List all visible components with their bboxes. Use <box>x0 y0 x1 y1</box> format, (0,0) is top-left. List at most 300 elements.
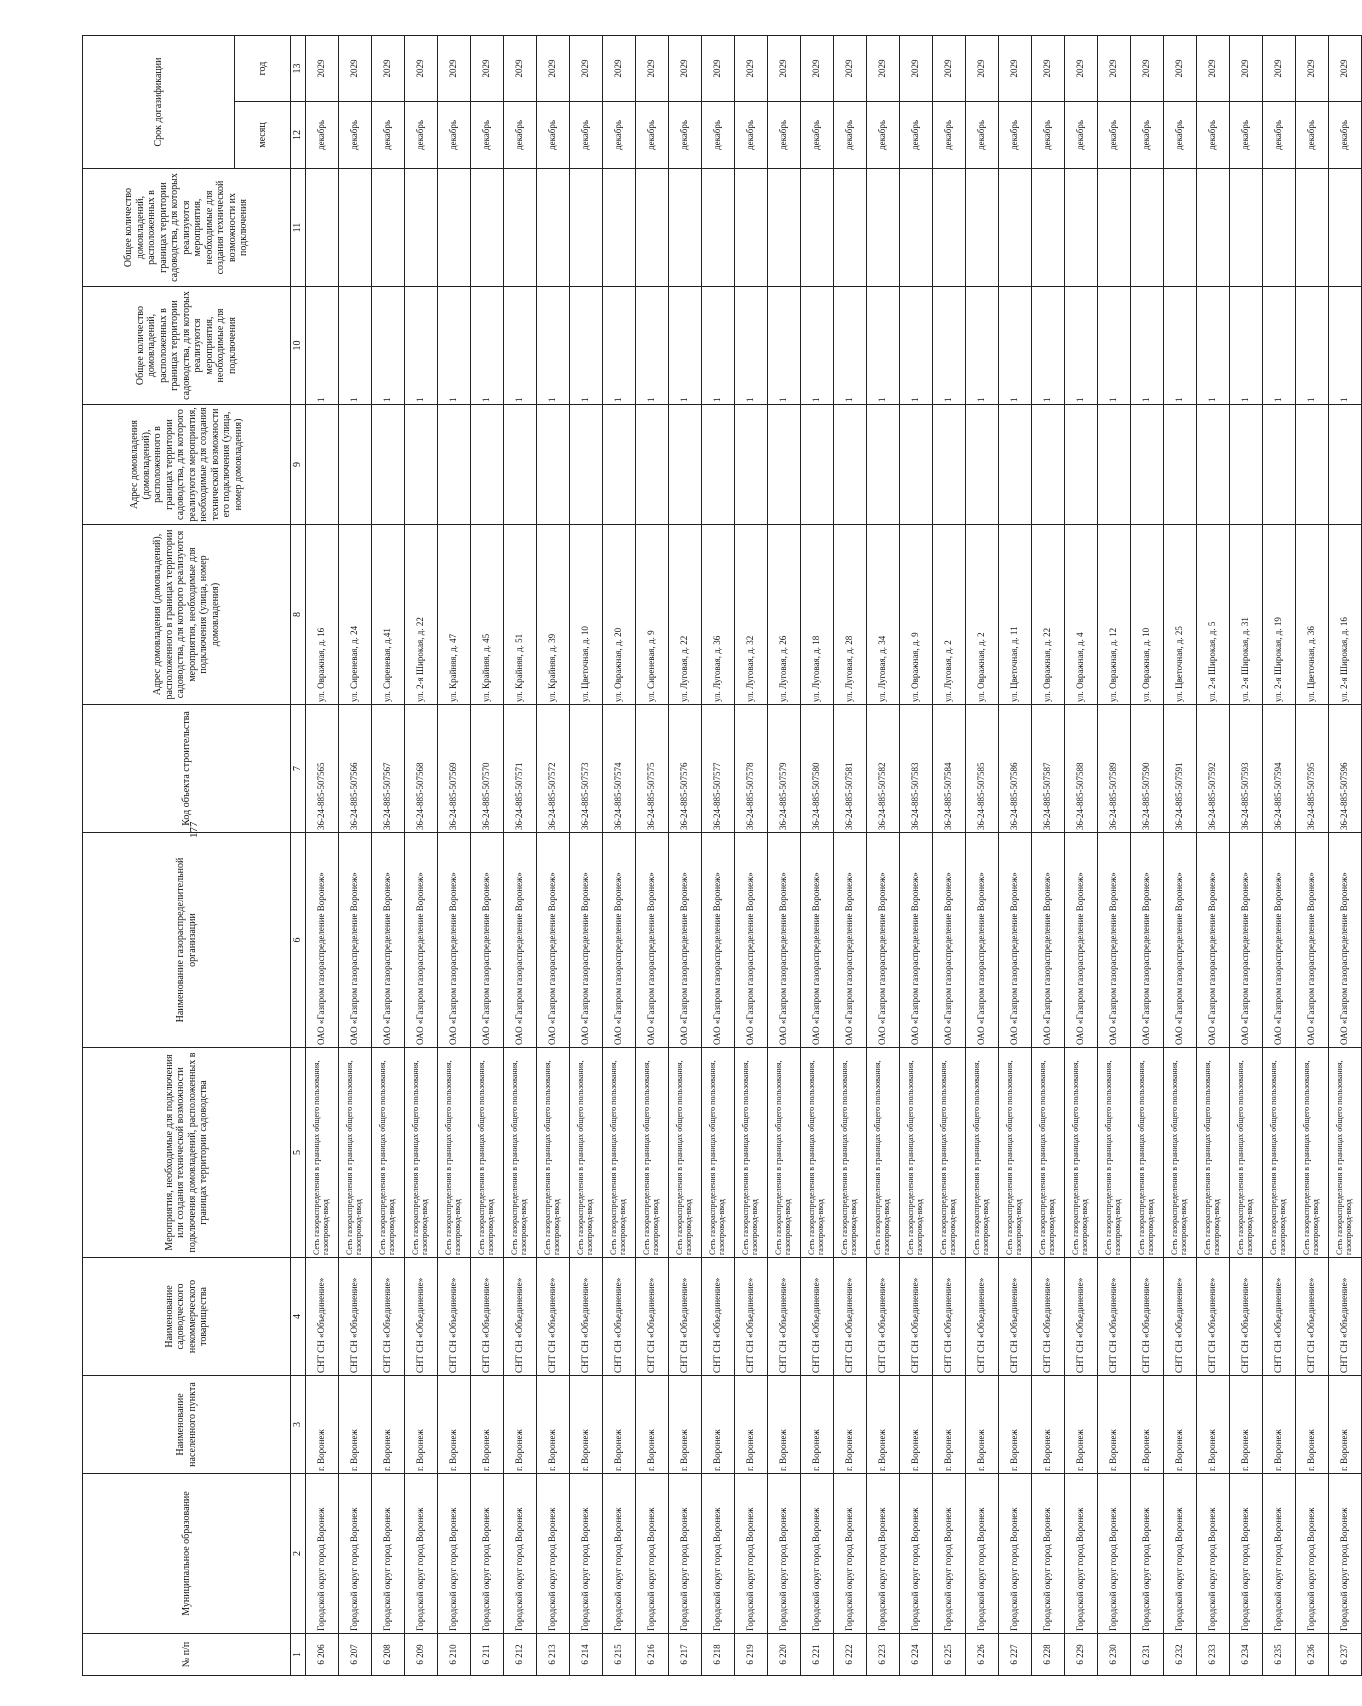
cell-measure: Сеть газораспределения в границах общего пользования, газопровод-ввод <box>735 1048 768 1258</box>
cell-object-code: 36-24-885-507581 <box>834 705 867 833</box>
cell-number: 6 227 <box>999 1634 1032 1676</box>
cell-gas-org: ОАО «Газпром газораспределение Воронеж» <box>504 833 537 1048</box>
cell-measure: Сеть газораспределения в границах общего пользования, газопровод-ввод <box>1329 1048 1362 1258</box>
cell-measure: Сеть газораспределения в границах общего пользования, газопровод-ввод <box>471 1048 504 1258</box>
cell-object-code: 36-24-885-507589 <box>1098 705 1131 833</box>
cell-number: 6 224 <box>900 1634 933 1676</box>
cell-year: 2029 <box>801 36 834 102</box>
cell-number: 6 228 <box>1032 1634 1065 1676</box>
cell-month: декабрь <box>405 102 438 169</box>
cell-snt: СНТ СН «Объединение» <box>801 1258 834 1376</box>
cell-object-code: 36-24-885-507577 <box>702 705 735 833</box>
cell-count-connection: 1 <box>405 287 438 405</box>
cell-object-code: 36-24-885-507574 <box>603 705 636 833</box>
cell-address: ул. Овражная, д. 12 <box>1098 525 1131 705</box>
cell-address-capability <box>1032 405 1065 525</box>
cell-object-code: 36-24-885-507586 <box>999 705 1032 833</box>
cell-municipality: Городской округ город Воронеж <box>702 1474 735 1634</box>
cell-municipality: Городской округ город Воронеж <box>669 1474 702 1634</box>
cell-count-capability <box>834 169 867 287</box>
cell-address-capability <box>768 405 801 525</box>
cell-gas-org: ОАО «Газпром газораспределение Воронеж» <box>669 833 702 1048</box>
cell-snt: СНТ СН «Объединение» <box>702 1258 735 1376</box>
cell-address-capability <box>867 405 900 525</box>
table-row <box>1296 36 1329 1676</box>
cell-count-capability <box>1230 169 1263 287</box>
cell-municipality: Городской округ город Воронеж <box>537 1474 570 1634</box>
cell-count-capability <box>1263 169 1296 287</box>
gasification-table <box>82 35 1362 1676</box>
cell-number: 6 215 <box>603 1634 636 1676</box>
header-address-capability: Адрес домовладения (домовладений), расположенного в границах территории садоводства, для которого реализуются мероприятия, необходимые для создания технической возможности его подключения (улица, номер домовладения) <box>83 405 291 525</box>
cell-measure: Сеть газораспределения в границах общего пользования, газопровод-ввод <box>1098 1048 1131 1258</box>
cell-address: ул. Цветочная, д. 10 <box>570 525 603 705</box>
cell-number: 6 230 <box>1098 1634 1131 1676</box>
column-index: 8 <box>291 525 306 705</box>
cell-address: ул. Овражная, д. 9 <box>900 525 933 705</box>
cell-count-capability <box>1065 169 1098 287</box>
cell-gas-org: ОАО «Газпром газораспределение Воронеж» <box>768 833 801 1048</box>
cell-count-capability <box>1197 169 1230 287</box>
cell-object-code: 36-24-885-507596 <box>1329 705 1362 833</box>
cell-gas-org: ОАО «Газпром газораспределение Воронеж» <box>834 833 867 1048</box>
table-row <box>735 36 768 1676</box>
cell-measure: Сеть газораспределения в границах общего пользования, газопровод-ввод <box>669 1048 702 1258</box>
cell-measure: Сеть газораспределения в границах общего пользования, газопровод-ввод <box>570 1048 603 1258</box>
cell-snt: СНТ СН «Объединение» <box>306 1258 339 1376</box>
cell-measure: Сеть газораспределения в границах общего пользования, газопровод-ввод <box>1197 1048 1230 1258</box>
cell-month: декабрь <box>1164 102 1197 169</box>
cell-gas-org: ОАО «Газпром газораспределение Воронеж» <box>1032 833 1065 1048</box>
cell-number: 6 225 <box>933 1634 966 1676</box>
cell-year: 2029 <box>735 36 768 102</box>
cell-address: ул. Цветочная, д. 11 <box>999 525 1032 705</box>
table-row <box>306 36 339 1676</box>
cell-year: 2029 <box>471 36 504 102</box>
cell-snt: СНТ СН «Объединение» <box>900 1258 933 1376</box>
cell-count-connection: 1 <box>900 287 933 405</box>
cell-month: декабрь <box>537 102 570 169</box>
cell-number: 6 233 <box>1197 1634 1230 1676</box>
cell-count-connection: 1 <box>1032 287 1065 405</box>
cell-snt: СНТ СН «Объединение» <box>1131 1258 1164 1376</box>
cell-measure: Сеть газораспределения в границах общего пользования, газопровод-ввод <box>933 1048 966 1258</box>
cell-object-code: 36-24-885-507582 <box>867 705 900 833</box>
cell-count-connection: 1 <box>537 287 570 405</box>
cell-municipality: Городской округ город Воронеж <box>1131 1474 1164 1634</box>
cell-settlement: г. Воронеж <box>405 1376 438 1474</box>
cell-address-capability <box>669 405 702 525</box>
cell-object-code: 36-24-885-507591 <box>1164 705 1197 833</box>
cell-municipality: Городской округ город Воронеж <box>471 1474 504 1634</box>
cell-address-capability <box>801 405 834 525</box>
header-year: год <box>235 36 291 102</box>
cell-number: 6 206 <box>306 1634 339 1676</box>
cell-municipality: Городской округ город Воронеж <box>504 1474 537 1634</box>
table-row <box>768 36 801 1676</box>
cell-month: декабрь <box>735 102 768 169</box>
cell-address-capability <box>1131 405 1164 525</box>
cell-number: 6 234 <box>1230 1634 1263 1676</box>
cell-month: декабрь <box>867 102 900 169</box>
cell-settlement: г. Воронеж <box>1131 1376 1164 1474</box>
cell-object-code: 36-24-885-507594 <box>1263 705 1296 833</box>
header-num: № п/п <box>83 1634 291 1676</box>
header-object-code: Код объекта строительства <box>83 705 291 833</box>
cell-month: декабрь <box>1230 102 1263 169</box>
cell-measure: Сеть газораспределения в границах общего пользования, газопровод-ввод <box>1296 1048 1329 1258</box>
header-count-capability: Общее количество домовладений, расположенных в границах территории садоводства, для которых реализуются мероприятия, необходимые для создания технической возможности их подключения <box>83 169 291 287</box>
cell-number: 6 231 <box>1131 1634 1164 1676</box>
cell-address-capability <box>735 405 768 525</box>
cell-address: ул. Крайняя, д. 45 <box>471 525 504 705</box>
column-index: 1 <box>291 1634 306 1676</box>
cell-year: 2029 <box>570 36 603 102</box>
cell-settlement: г. Воронеж <box>1329 1376 1362 1474</box>
cell-settlement: г. Воронеж <box>1263 1376 1296 1474</box>
cell-gas-org: ОАО «Газпром газораспределение Воронеж» <box>1098 833 1131 1048</box>
cell-gas-org: ОАО «Газпром газораспределение Воронеж» <box>1230 833 1263 1048</box>
cell-snt: СНТ СН «Объединение» <box>1230 1258 1263 1376</box>
cell-municipality: Городской округ город Воронеж <box>999 1474 1032 1634</box>
column-index: 6 <box>291 833 306 1048</box>
cell-address: ул. Крайняя, д. 39 <box>537 525 570 705</box>
cell-address-capability <box>471 405 504 525</box>
cell-address: ул. 2-я Широкая, д. 5 <box>1197 525 1230 705</box>
cell-snt: СНТ СН «Объединение» <box>1098 1258 1131 1376</box>
cell-number: 6 229 <box>1065 1634 1098 1676</box>
cell-number: 6 222 <box>834 1634 867 1676</box>
cell-number: 6 216 <box>636 1634 669 1676</box>
cell-gas-org: ОАО «Газпром газораспределение Воронеж» <box>438 833 471 1048</box>
cell-year: 2029 <box>1164 36 1197 102</box>
cell-municipality: Городской округ город Воронеж <box>1164 1474 1197 1634</box>
cell-measure: Сеть газораспределения в границах общего пользования, газопровод-ввод <box>867 1048 900 1258</box>
cell-snt: СНТ СН «Объединение» <box>1164 1258 1197 1376</box>
cell-municipality: Городской округ город Воронеж <box>603 1474 636 1634</box>
cell-settlement: г. Воронеж <box>1098 1376 1131 1474</box>
cell-snt: СНТ СН «Объединение» <box>1263 1258 1296 1376</box>
cell-snt: СНТ СН «Объединение» <box>537 1258 570 1376</box>
cell-address-capability <box>999 405 1032 525</box>
cell-object-code: 36-24-885-507590 <box>1131 705 1164 833</box>
cell-measure: Сеть газораспределения в границах общего пользования, газопровод-ввод <box>603 1048 636 1258</box>
cell-year: 2029 <box>933 36 966 102</box>
cell-settlement: г. Воронеж <box>669 1376 702 1474</box>
cell-address: ул. Сиреневая, д. 9 <box>636 525 669 705</box>
cell-address: ул. Овражная, д. 4 <box>1065 525 1098 705</box>
cell-measure: Сеть газораспределения в границах общего пользования, газопровод-ввод <box>1065 1048 1098 1258</box>
cell-gas-org: ОАО «Газпром газораспределение Воронеж» <box>867 833 900 1048</box>
cell-year: 2029 <box>306 36 339 102</box>
table-row <box>1032 36 1065 1676</box>
cell-snt: СНТ СН «Объединение» <box>933 1258 966 1376</box>
table-row <box>1065 36 1098 1676</box>
cell-count-connection: 1 <box>1296 287 1329 405</box>
cell-gas-org: ОАО «Газпром газораспределение Воронеж» <box>1065 833 1098 1048</box>
cell-count-capability <box>768 169 801 287</box>
header-snt: Наименование садоводческого некоммерческого товарищества <box>83 1258 291 1376</box>
cell-measure: Сеть газораспределения в границах общего пользования, газопровод-ввод <box>636 1048 669 1258</box>
cell-municipality: Городской округ город Воронеж <box>372 1474 405 1634</box>
cell-gas-org: ОАО «Газпром газораспределение Воронеж» <box>1197 833 1230 1048</box>
cell-address: ул. Овражная, д. 22 <box>1032 525 1065 705</box>
cell-count-connection: 1 <box>1098 287 1131 405</box>
column-index: 3 <box>291 1376 306 1474</box>
cell-municipality: Городской округ город Воронеж <box>438 1474 471 1634</box>
cell-municipality: Городской округ город Воронеж <box>1197 1474 1230 1634</box>
cell-year: 2029 <box>603 36 636 102</box>
cell-object-code: 36-24-885-507585 <box>966 705 999 833</box>
cell-address-capability <box>1263 405 1296 525</box>
cell-address: ул. Овражная, д. 2 <box>966 525 999 705</box>
cell-municipality: Городской округ город Воронеж <box>339 1474 372 1634</box>
header-measures: Мероприятия, необходимые для подключения или создания технической возможности подключения домовладений, расположенных в границах территории садоводства <box>83 1048 291 1258</box>
cell-count-capability <box>1032 169 1065 287</box>
cell-measure: Сеть газораспределения в границах общего пользования, газопровод-ввод <box>438 1048 471 1258</box>
cell-year: 2029 <box>1098 36 1131 102</box>
table-row <box>504 36 537 1676</box>
cell-snt: СНТ СН «Объединение» <box>999 1258 1032 1376</box>
cell-gas-org: ОАО «Газпром газораспределение Воронеж» <box>900 833 933 1048</box>
cell-settlement: г. Воронеж <box>933 1376 966 1474</box>
cell-object-code: 36-24-885-507592 <box>1197 705 1230 833</box>
cell-count-capability <box>471 169 504 287</box>
cell-gas-org: ОАО «Газпром газораспределение Воронеж» <box>933 833 966 1048</box>
cell-object-code: 36-24-885-507569 <box>438 705 471 833</box>
cell-snt: СНТ СН «Объединение» <box>504 1258 537 1376</box>
cell-address-capability <box>702 405 735 525</box>
cell-count-capability <box>801 169 834 287</box>
header-municipality: Муниципальное образование <box>83 1474 291 1634</box>
cell-object-code: 36-24-885-507570 <box>471 705 504 833</box>
cell-address-capability <box>834 405 867 525</box>
cell-number: 6 208 <box>372 1634 405 1676</box>
cell-address: ул. Луговая, д. 36 <box>702 525 735 705</box>
cell-address: ул. 2-я Широкая, д. 19 <box>1263 525 1296 705</box>
cell-year: 2029 <box>438 36 471 102</box>
cell-address: ул. Цветочная, д. 36 <box>1296 525 1329 705</box>
cell-address: ул. Луговая, д. 32 <box>735 525 768 705</box>
cell-object-code: 36-24-885-507565 <box>306 705 339 833</box>
cell-settlement: г. Воронеж <box>1065 1376 1098 1474</box>
cell-count-connection: 1 <box>735 287 768 405</box>
cell-address-capability <box>966 405 999 525</box>
cell-settlement: г. Воронеж <box>702 1376 735 1474</box>
cell-month: декабрь <box>603 102 636 169</box>
table-row <box>1329 36 1362 1676</box>
cell-count-connection: 1 <box>372 287 405 405</box>
cell-address-capability <box>372 405 405 525</box>
cell-measure: Сеть газораспределения в границах общего пользования, газопровод-ввод <box>999 1048 1032 1258</box>
cell-month: декабрь <box>1065 102 1098 169</box>
cell-address: ул. 2-я Широкая, д. 22 <box>405 525 438 705</box>
cell-year: 2029 <box>900 36 933 102</box>
cell-number: 6 218 <box>702 1634 735 1676</box>
cell-month: декабрь <box>1296 102 1329 169</box>
cell-month: декабрь <box>1329 102 1362 169</box>
cell-month: декабрь <box>1197 102 1230 169</box>
cell-settlement: г. Воронеж <box>471 1376 504 1474</box>
cell-number: 6 212 <box>504 1634 537 1676</box>
table-row <box>933 36 966 1676</box>
cell-settlement: г. Воронеж <box>372 1376 405 1474</box>
cell-settlement: г. Воронеж <box>570 1376 603 1474</box>
cell-object-code: 36-24-885-507575 <box>636 705 669 833</box>
cell-address-capability <box>339 405 372 525</box>
cell-year: 2029 <box>1131 36 1164 102</box>
cell-measure: Сеть газораспределения в границах общего пользования, газопровод-ввод <box>1164 1048 1197 1258</box>
cell-gas-org: ОАО «Газпром газораспределение Воронеж» <box>966 833 999 1048</box>
cell-municipality: Городской округ город Воронеж <box>306 1474 339 1634</box>
cell-object-code: 36-24-885-507567 <box>372 705 405 833</box>
column-index: 10 <box>291 287 306 405</box>
cell-gas-org: ОАО «Газпром газораспределение Воронеж» <box>1131 833 1164 1048</box>
cell-address: ул. Сиреневая, д. 24 <box>339 525 372 705</box>
cell-measure: Сеть газораспределения в границах общего пользования, газопровод-ввод <box>1032 1048 1065 1258</box>
cell-municipality: Городской округ город Воронеж <box>1230 1474 1263 1634</box>
cell-count-capability <box>1098 169 1131 287</box>
cell-municipality: Городской округ город Воронеж <box>768 1474 801 1634</box>
cell-measure: Сеть газораспределения в границах общего пользования, газопровод-ввод <box>537 1048 570 1258</box>
cell-address: ул. Сиреневая, д.41 <box>372 525 405 705</box>
cell-measure: Сеть газораспределения в границах общего пользования, газопровод-ввод <box>702 1048 735 1258</box>
cell-object-code: 36-24-885-507588 <box>1065 705 1098 833</box>
cell-address-capability <box>306 405 339 525</box>
cell-month: декабрь <box>669 102 702 169</box>
cell-year: 2029 <box>372 36 405 102</box>
cell-count-connection: 1 <box>801 287 834 405</box>
cell-number: 6 219 <box>735 1634 768 1676</box>
cell-count-connection: 1 <box>570 287 603 405</box>
cell-number: 6 221 <box>801 1634 834 1676</box>
cell-settlement: г. Воронеж <box>999 1376 1032 1474</box>
cell-number: 6 220 <box>768 1634 801 1676</box>
cell-count-connection: 1 <box>867 287 900 405</box>
cell-address: ул. Крайняя, д. 47 <box>438 525 471 705</box>
cell-settlement: г. Воронеж <box>504 1376 537 1474</box>
cell-month: декабрь <box>933 102 966 169</box>
cell-address-capability <box>504 405 537 525</box>
cell-gas-org: ОАО «Газпром газораспределение Воронеж» <box>1296 833 1329 1048</box>
cell-year: 2029 <box>1263 36 1296 102</box>
cell-measure: Сеть газораспределения в границах общего пользования, газопровод-ввод <box>834 1048 867 1258</box>
cell-address: ул. 2-я Широкая, д. 16 <box>1329 525 1362 705</box>
cell-count-connection: 1 <box>438 287 471 405</box>
cell-measure: Сеть газораспределения в границах общего пользования, газопровод-ввод <box>339 1048 372 1258</box>
cell-month: декабрь <box>306 102 339 169</box>
column-index: 12 <box>291 102 306 169</box>
table-row <box>537 36 570 1676</box>
cell-count-connection: 1 <box>1197 287 1230 405</box>
cell-municipality: Городской округ город Воронеж <box>1263 1474 1296 1634</box>
column-index: 2 <box>291 1474 306 1634</box>
cell-month: декабрь <box>438 102 471 169</box>
cell-count-connection: 1 <box>1164 287 1197 405</box>
cell-object-code: 36-24-885-507573 <box>570 705 603 833</box>
table-body <box>306 36 1362 1676</box>
cell-address-capability <box>438 405 471 525</box>
cell-municipality: Городской округ город Воронеж <box>1065 1474 1098 1634</box>
cell-measure: Сеть газораспределения в границах общего пользования, газопровод-ввод <box>1230 1048 1263 1258</box>
cell-municipality: Городской округ город Воронеж <box>1098 1474 1131 1634</box>
cell-address-capability <box>1230 405 1263 525</box>
cell-address: ул. Луговая, д. 28 <box>834 525 867 705</box>
cell-address: ул. Луговая, д. 26 <box>768 525 801 705</box>
cell-count-capability <box>1296 169 1329 287</box>
cell-number: 6 214 <box>570 1634 603 1676</box>
cell-settlement: г. Воронеж <box>768 1376 801 1474</box>
cell-address-capability <box>636 405 669 525</box>
cell-settlement: г. Воронеж <box>339 1376 372 1474</box>
cell-settlement: г. Воронеж <box>603 1376 636 1474</box>
cell-gas-org: ОАО «Газпром газораспределение Воронеж» <box>471 833 504 1048</box>
table-row <box>1098 36 1131 1676</box>
cell-year: 2029 <box>669 36 702 102</box>
cell-gas-org: ОАО «Газпром газораспределение Воронеж» <box>1329 833 1362 1048</box>
cell-municipality: Городской округ город Воронеж <box>735 1474 768 1634</box>
cell-count-capability <box>438 169 471 287</box>
cell-settlement: г. Воронеж <box>867 1376 900 1474</box>
cell-count-capability <box>537 169 570 287</box>
cell-municipality: Городской округ город Воронеж <box>1296 1474 1329 1634</box>
table-row <box>438 36 471 1676</box>
cell-count-connection: 1 <box>504 287 537 405</box>
cell-month: декабрь <box>900 102 933 169</box>
column-index: 5 <box>291 1048 306 1258</box>
cell-measure: Сеть газораспределения в границах общего пользования, газопровод-ввод <box>1263 1048 1296 1258</box>
cell-snt: СНТ СН «Объединение» <box>438 1258 471 1376</box>
cell-number: 6 213 <box>537 1634 570 1676</box>
cell-count-capability <box>372 169 405 287</box>
cell-gas-org: ОАО «Газпром газораспределение Воронеж» <box>603 833 636 1048</box>
cell-object-code: 36-24-885-507587 <box>1032 705 1065 833</box>
table-row <box>966 36 999 1676</box>
cell-settlement: г. Воронеж <box>834 1376 867 1474</box>
column-index: 7 <box>291 705 306 833</box>
cell-gas-org: ОАО «Газпром газораспределение Воронеж» <box>537 833 570 1048</box>
cell-municipality: Городской округ город Воронеж <box>834 1474 867 1634</box>
cell-measure: Сеть газораспределения в границах общего пользования, газопровод-ввод <box>966 1048 999 1258</box>
table-row <box>867 36 900 1676</box>
cell-object-code: 36-24-885-507566 <box>339 705 372 833</box>
cell-month: декабрь <box>801 102 834 169</box>
cell-count-capability <box>702 169 735 287</box>
cell-municipality: Городской округ город Воронеж <box>636 1474 669 1634</box>
cell-address: ул. Луговая, д. 34 <box>867 525 900 705</box>
cell-month: декабрь <box>966 102 999 169</box>
cell-year: 2029 <box>636 36 669 102</box>
cell-count-connection: 1 <box>603 287 636 405</box>
cell-address: ул. Луговая, д. 2 <box>933 525 966 705</box>
cell-address-capability <box>1164 405 1197 525</box>
cell-settlement: г. Воронеж <box>537 1376 570 1474</box>
cell-object-code: 36-24-885-507583 <box>900 705 933 833</box>
cell-address: ул. 2-я Широкая, д. 31 <box>1230 525 1263 705</box>
cell-count-capability <box>504 169 537 287</box>
column-index-row <box>291 36 306 1676</box>
cell-measure: Сеть газораспределения в границах общего пользования, газопровод-ввод <box>768 1048 801 1258</box>
cell-month: декабрь <box>636 102 669 169</box>
cell-address-capability <box>570 405 603 525</box>
cell-snt: СНТ СН «Объединение» <box>1197 1258 1230 1376</box>
table-row <box>1230 36 1263 1676</box>
table-row <box>405 36 438 1676</box>
cell-address: ул. Овражная, д. 16 <box>306 525 339 705</box>
cell-gas-org: ОАО «Газпром газораспределение Воронеж» <box>702 833 735 1048</box>
cell-object-code: 36-24-885-507584 <box>933 705 966 833</box>
cell-gas-org: ОАО «Газпром газораспределение Воронеж» <box>735 833 768 1048</box>
